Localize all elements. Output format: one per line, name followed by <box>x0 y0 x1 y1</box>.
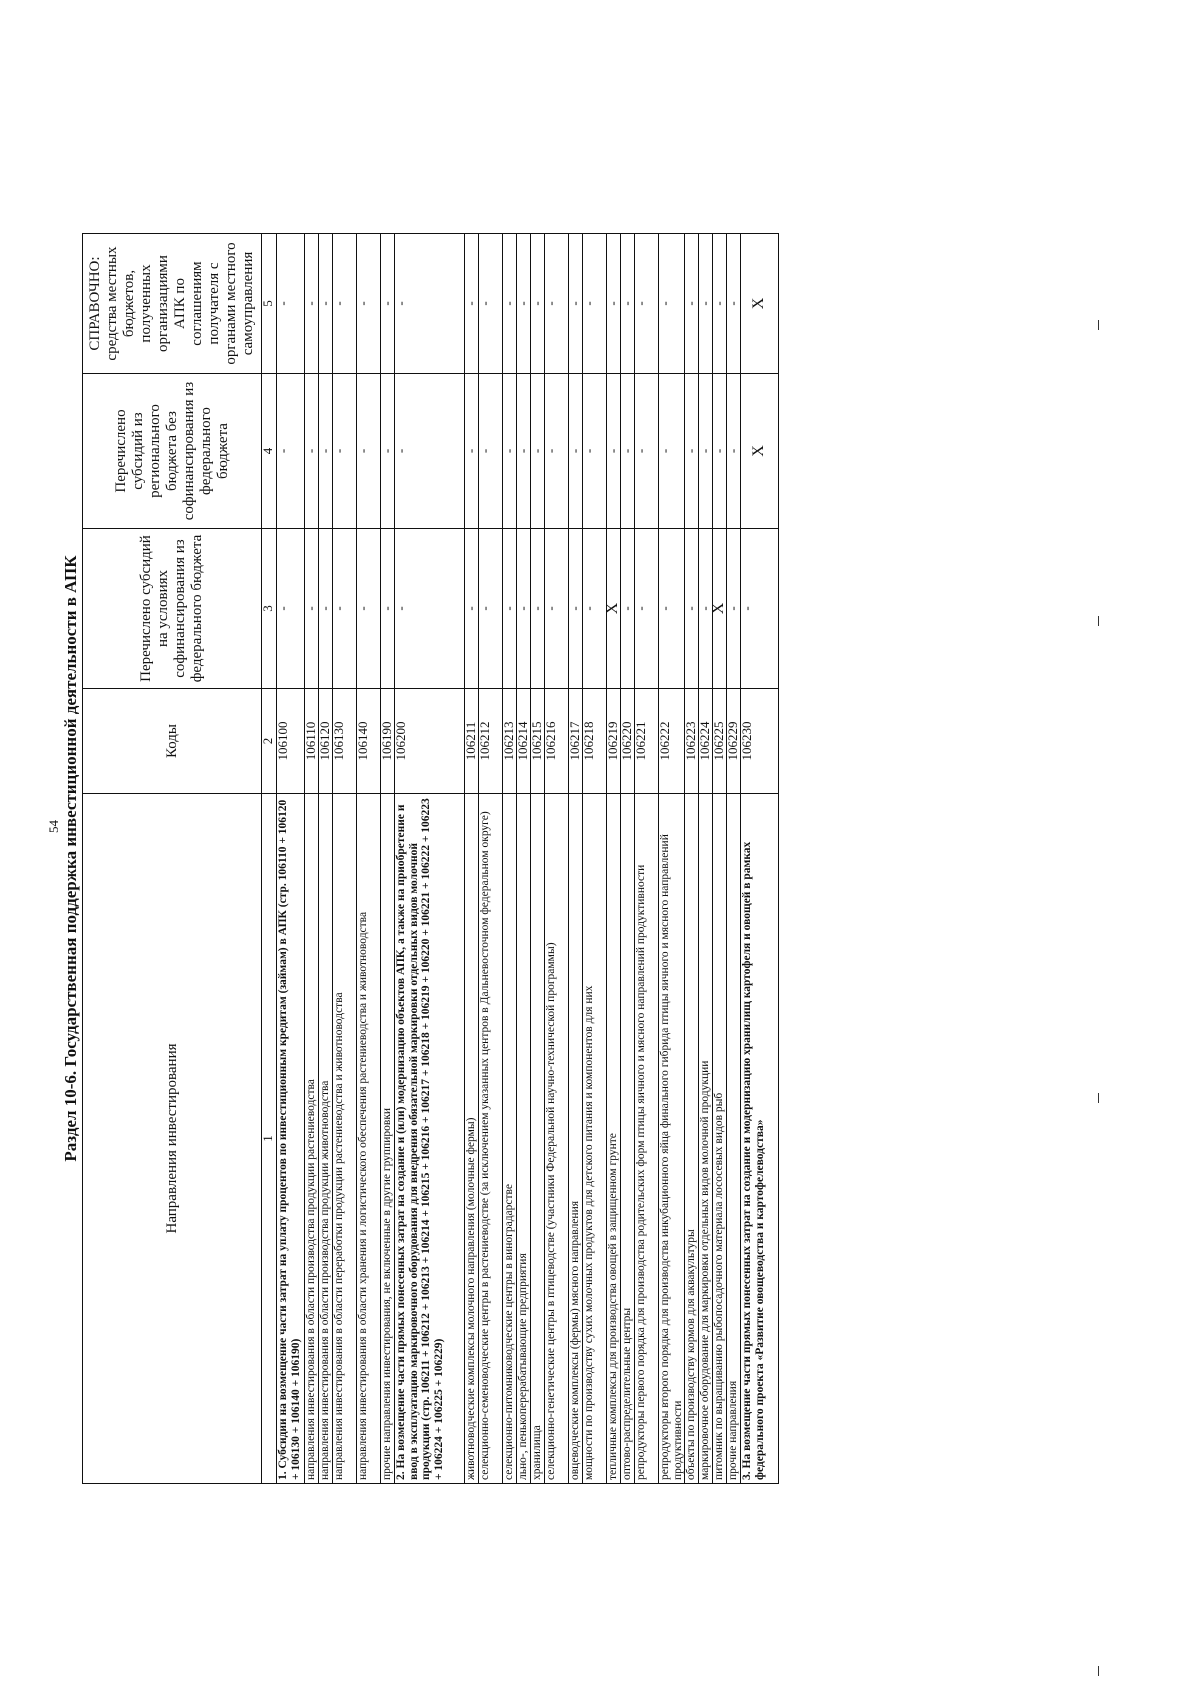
row-value-col3: - <box>741 529 779 689</box>
row-direction: 3. На возмещение части прямых понесенных затрат на создание и модернизацию хранилищ картофеля и овощей в рамках федерального проекта «Развитие овощеводства и картофелеводства» <box>741 794 779 1484</box>
row-value-col4: - <box>569 374 583 529</box>
row-direction: хранилища <box>531 794 545 1484</box>
row-value-col3: - <box>685 529 699 689</box>
row-value-col5: - <box>333 234 357 374</box>
row-direction: оптово-распределительные центры <box>621 794 635 1484</box>
row-value-col4: X <box>741 374 779 529</box>
row-value-col5: - <box>531 234 545 374</box>
row-code: 106214 <box>517 689 531 794</box>
table-row <box>305 234 319 1484</box>
row-value-col5: - <box>479 234 503 374</box>
col-number-2: 2 <box>262 689 277 794</box>
margin-mark <box>1098 1666 1099 1676</box>
row-value-col5: - <box>621 234 635 374</box>
row-direction: репродукторы первого порядка для производства родительских форм птицы яичного и мясного направлений продуктивности <box>635 794 659 1484</box>
row-value-col4: - <box>395 374 465 529</box>
table-row <box>277 234 305 1484</box>
row-code: 106140 <box>357 689 381 794</box>
row-value-col4: - <box>545 374 569 529</box>
row-value-col4: - <box>713 374 727 529</box>
row-value-col4: - <box>635 374 659 529</box>
header-col3: Перечислено субсидий на условиях софинансирования из федерального бюджета <box>83 529 262 689</box>
row-direction: направления инвестирования в области производства продукции животноводства <box>319 794 333 1484</box>
table-row <box>503 234 517 1484</box>
row-value-col4: - <box>333 374 357 529</box>
row-value-col4: - <box>699 374 713 529</box>
row-direction: направления инвестирования в области производства продукции растениеводства <box>305 794 319 1484</box>
table-row <box>727 234 741 1484</box>
row-value-col5: - <box>545 234 569 374</box>
row-direction: тепличные комплексы для производства овощей в защищенном грунте <box>607 794 621 1484</box>
investment-support-table <box>82 233 779 1484</box>
row-value-col5: - <box>699 234 713 374</box>
row-value-col4: - <box>503 374 517 529</box>
row-value-col3: - <box>545 529 569 689</box>
row-code: 106229 <box>727 689 741 794</box>
row-value-col4: - <box>277 374 305 529</box>
row-value-col4: - <box>479 374 503 529</box>
table-row <box>381 234 395 1484</box>
row-code: 106222 <box>659 689 685 794</box>
row-value-col4: - <box>531 374 545 529</box>
row-value-col3: - <box>569 529 583 689</box>
table-row <box>465 234 479 1484</box>
row-value-col4: - <box>583 374 607 529</box>
table-row <box>699 234 713 1484</box>
page-number: 54 <box>46 820 61 833</box>
table-row <box>713 234 727 1484</box>
row-value-col4: - <box>727 374 741 529</box>
header-col5: СПРАВОЧНО: средства местных бюджетов, полученных организациями АПК по соглашениям получателя с органами местного самоуправления <box>83 234 262 374</box>
row-code: 106120 <box>319 689 333 794</box>
row-value-col4: - <box>381 374 395 529</box>
row-value-col3: - <box>395 529 465 689</box>
margin-mark <box>1098 1093 1099 1103</box>
row-direction: овцеводческие комплексы (фермы) мясного направления <box>569 794 583 1484</box>
row-value-col5: - <box>277 234 305 374</box>
row-value-col4: - <box>685 374 699 529</box>
table-row <box>531 234 545 1484</box>
row-value-col3: - <box>357 529 381 689</box>
row-value-col5: - <box>517 234 531 374</box>
table-row <box>479 234 503 1484</box>
table-row <box>545 234 569 1484</box>
row-code: 106213 <box>503 689 517 794</box>
row-direction: селекционно-генетические центры в птицеводстве (участники Федеральной научно-технической программы) <box>545 794 569 1484</box>
row-code: 106217 <box>569 689 583 794</box>
row-value-col3: - <box>333 529 357 689</box>
row-value-col3: - <box>381 529 395 689</box>
row-value-col3: - <box>319 529 333 689</box>
table-row <box>395 234 465 1484</box>
row-value-col5: - <box>659 234 685 374</box>
row-direction: прочие направления инвестирования, не включенные в другие группировки <box>381 794 395 1484</box>
row-value-col4: - <box>319 374 333 529</box>
row-value-col3: - <box>479 529 503 689</box>
row-value-col3: - <box>531 529 545 689</box>
row-code: 106225 <box>713 689 727 794</box>
row-code: 106200 <box>395 689 465 794</box>
row-value-col5: - <box>503 234 517 374</box>
row-value-col4: - <box>659 374 685 529</box>
row-value-col3: - <box>465 529 479 689</box>
row-direction: направления инвестирования в области хранения и логистического обеспечения растениеводства и животноводства <box>357 794 381 1484</box>
row-value-col3: - <box>503 529 517 689</box>
row-value-col5: - <box>583 234 607 374</box>
table-row <box>635 234 659 1484</box>
margin-mark <box>1098 616 1099 626</box>
row-direction: направления инвестирования в области переработки продукции растениеводства и животноводства <box>333 794 357 1484</box>
col-number-3: 3 <box>262 529 277 689</box>
row-code: 106221 <box>635 689 659 794</box>
row-value-col3: - <box>621 529 635 689</box>
row-value-col3: - <box>635 529 659 689</box>
row-value-col4: - <box>357 374 381 529</box>
row-direction: прочие направления <box>727 794 741 1484</box>
row-code: 106223 <box>685 689 699 794</box>
row-code: 106212 <box>479 689 503 794</box>
col-number-4: 4 <box>262 374 277 529</box>
row-direction: селекционно-семеноводческие центры в растениеводстве (за исключением указанных центров в Дальневосточном федеральном округе) <box>479 794 503 1484</box>
row-value-col3: - <box>583 529 607 689</box>
row-value-col5: - <box>381 234 395 374</box>
table-row <box>583 234 607 1484</box>
row-code: 106218 <box>583 689 607 794</box>
row-code: 106220 <box>621 689 635 794</box>
table-row <box>607 234 621 1484</box>
table-row <box>517 234 531 1484</box>
row-value-col4: - <box>517 374 531 529</box>
row-value-col5: - <box>305 234 319 374</box>
row-value-col3: X <box>607 529 621 689</box>
table-row <box>685 234 699 1484</box>
header-code: Коды <box>83 689 262 794</box>
row-direction: льно-, пенькоперерабатывающие предприятия <box>517 794 531 1484</box>
row-value-col5: - <box>465 234 479 374</box>
row-value-col3: X <box>713 529 727 689</box>
row-value-col5: - <box>357 234 381 374</box>
row-code: 106215 <box>531 689 545 794</box>
row-direction: мощности по производству сухих молочных продуктов для детского питания и компонентов для них <box>583 794 607 1484</box>
row-direction: питомник по выращиванию рыбопосадочного материала лососевых видов рыб <box>713 794 727 1484</box>
row-direction: животноводческие комплексы молочного направления (молочные фермы) <box>465 794 479 1484</box>
row-value-col5: X <box>741 234 779 374</box>
table-row <box>319 234 333 1484</box>
section-title: Раздел 10-6. Государственная поддержка инвестиционной деятельности в АПК <box>61 555 80 1162</box>
row-value-col3: - <box>517 529 531 689</box>
row-code: 106190 <box>381 689 395 794</box>
row-code: 106110 <box>305 689 319 794</box>
row-code: 106224 <box>699 689 713 794</box>
row-value-col4: - <box>305 374 319 529</box>
table-row <box>659 234 685 1484</box>
row-code: 106211 <box>465 689 479 794</box>
row-value-col3: - <box>305 529 319 689</box>
row-value-col5: - <box>569 234 583 374</box>
row-direction: селекционно-питомниководческие центры в виноградарстве <box>503 794 517 1484</box>
row-value-col3: - <box>699 529 713 689</box>
table-row <box>741 234 779 1484</box>
row-code: 106130 <box>333 689 357 794</box>
row-value-col5: - <box>727 234 741 374</box>
row-direction: 1. Субсидии на возмещение части затрат на уплату процентов по инвестиционным кредитам (займам) в АПК (стр. 106110 + 106120 + 106130 + 106140 + 106190) <box>277 794 305 1484</box>
row-value-col5: - <box>635 234 659 374</box>
row-value-col3: - <box>659 529 685 689</box>
table-row <box>621 234 635 1484</box>
row-value-col5: - <box>395 234 465 374</box>
col-number-5: 5 <box>262 234 277 374</box>
row-code: 106219 <box>607 689 621 794</box>
table-row <box>357 234 381 1484</box>
row-code: 106100 <box>277 689 305 794</box>
row-direction: репродукторы второго порядка для производства инкубационного яйца финального гибрида птицы яичного и мясного направлений продуктивности <box>659 794 685 1484</box>
header-row <box>83 234 262 1484</box>
table-row <box>333 234 357 1484</box>
row-direction: объекты по производству кормов для аквакультуры <box>685 794 699 1484</box>
column-number-row <box>262 234 277 1484</box>
row-value-col5: - <box>607 234 621 374</box>
row-value-col5: - <box>685 234 699 374</box>
header-col4: Перечислено субсидий из регионального бюджета без софинансирования из федерального бюджета <box>83 374 262 529</box>
row-value-col4: - <box>607 374 621 529</box>
row-value-col3: - <box>277 529 305 689</box>
row-direction: маркировочное оборудование для маркировки отдельных видов молочной продукции <box>699 794 713 1484</box>
table-row <box>569 234 583 1484</box>
col-number-1: 1 <box>262 794 277 1484</box>
row-value-col5: - <box>319 234 333 374</box>
row-code: 106230 <box>741 689 779 794</box>
margin-mark <box>1098 320 1099 330</box>
row-direction: 2. На возмещение части прямых понесенных затрат на создание и (или) модернизацию объектов АПК, а также на приобретение и ввод в эксплуатацию маркировочного оборудования для внедрения обязательной маркировки отдельных видов молочной продукции (стр. 106211 + 106212 + 106213 + 106214 + 106215 + 106216 + 106217 + 106218 + 106219 + 106220 + 106221 + 106222 + 106223 + 106224 + 106225 + 106229) <box>395 794 465 1484</box>
row-value-col5: - <box>713 234 727 374</box>
row-value-col4: - <box>621 374 635 529</box>
row-code: 106216 <box>545 689 569 794</box>
header-direction: Направления инвестирования <box>83 794 262 1484</box>
row-value-col3: - <box>727 529 741 689</box>
row-value-col4: - <box>465 374 479 529</box>
